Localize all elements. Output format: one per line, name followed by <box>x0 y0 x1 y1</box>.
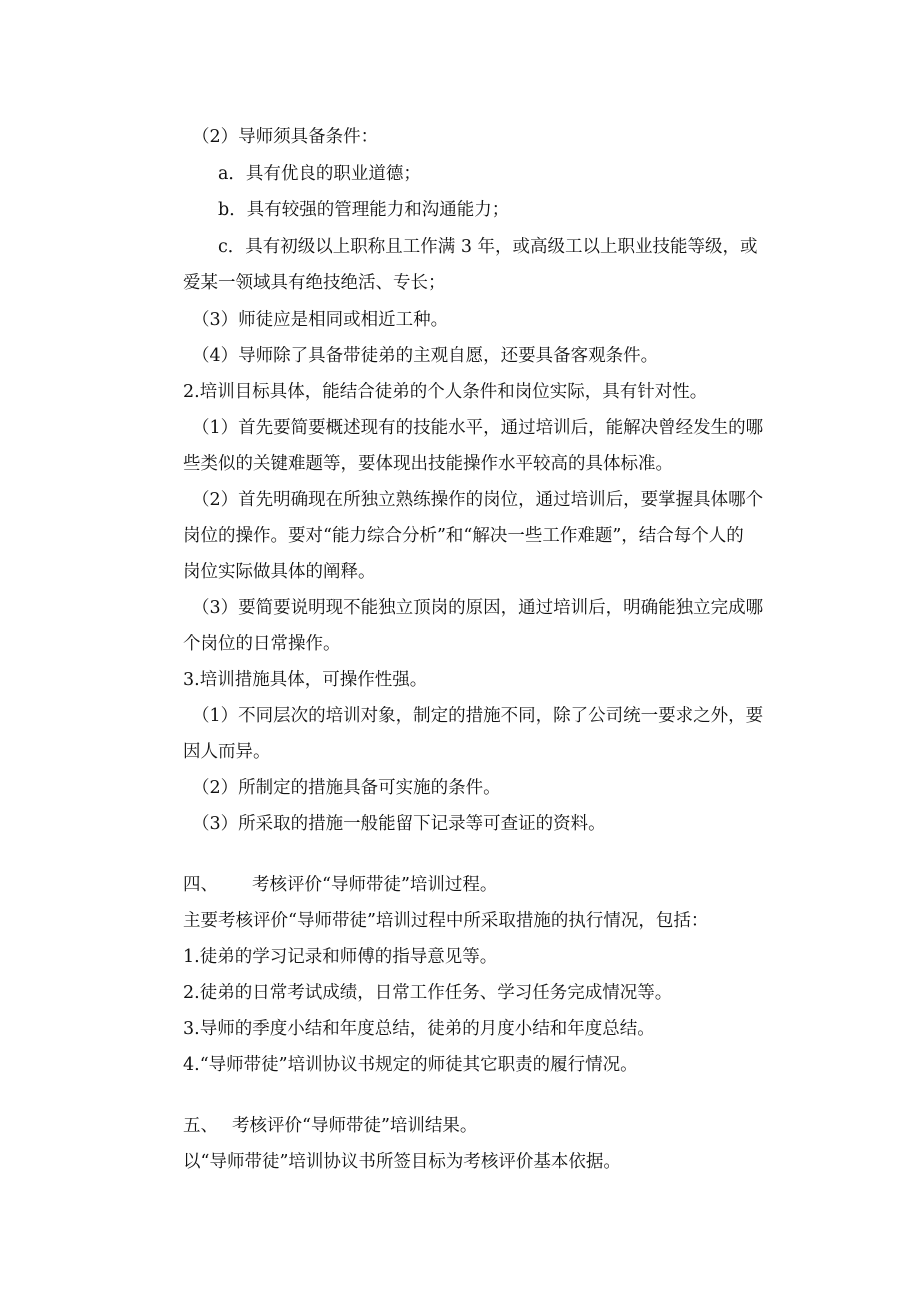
condition-c-line1: c．具有初级以上职称且工作满 3 年，或高级工以上职业技能等级，或 <box>218 237 758 257</box>
measures-p3: （3）所采取的措施一般能留下记录等可查证的资料。 <box>192 814 606 834</box>
measures-p1-line2: 因人而异。 <box>183 742 271 762</box>
section5-intro: 以“导师带徒”培训协议书所签目标为考核评价基本依据。 <box>183 1152 621 1172</box>
goals-p2-line3: 岗位实际做具体的阐释。 <box>183 562 376 582</box>
condition-a: a．具有优良的职业道德； <box>218 164 421 184</box>
condition-c-line2: 爱某一领域具有绝技绝活、专长； <box>183 273 446 293</box>
goals-heading: 2.培训目标具体，能结合徒弟的个人条件和岗位实际，具有针对性。 <box>183 382 708 402</box>
section4-item-1: 1.徒弟的学习记录和师傅的指导意见等。 <box>183 947 498 967</box>
conditions-item-3: （3）师徒应是相同或相近工种。 <box>192 310 449 330</box>
section4-item-3: 3.导师的季度小结和年度总结，徒弟的月度小结和年度总结。 <box>183 1019 655 1039</box>
section4-intro: 主要考核评价“导师带徒”培训过程中所采取措施的执行情况，包括： <box>183 911 709 931</box>
section4-item-4: 4.“导师带徒”培训协议书规定的师徒其它职责的履行情况。 <box>183 1055 638 1075</box>
goals-p2-line1: （2）首先明确现在所独立熟练操作的岗位，通过培训后，要掌握具体哪个 <box>192 490 764 510</box>
section4-heading <box>183 874 497 896</box>
section5-heading <box>183 1115 477 1137</box>
section4-number: 四、 <box>183 875 218 895</box>
section5-title: 考核评价“导师带徒”培训结果。 <box>232 1116 478 1136</box>
section4-title: 考核评价“导师带徒”培训过程。 <box>252 875 498 895</box>
measures-p1-line1: （1）不同层次的培训对象，制定的措施不同，除了公司统一要求之外，要 <box>192 706 764 726</box>
conditions-item-4: （4）导师除了具备带徒弟的主观自愿，还要具备客观条件。 <box>192 346 659 366</box>
measures-p2: （2）所制定的措施具备可实施的条件。 <box>192 778 501 798</box>
measures-heading: 3.培训措施具体，可操作性强。 <box>183 670 428 690</box>
goals-p3-line2: 个岗位的日常操作。 <box>183 634 341 654</box>
section5-number: 五、 <box>183 1116 218 1136</box>
conditions-heading: （2）导师须具备条件： <box>192 127 379 147</box>
goals-p1-line1: （1）首先要简要概述现有的技能水平，通过培训后，能解决曾经发生的哪 <box>192 418 764 438</box>
condition-b: b．具有较强的管理能力和沟通能力； <box>218 200 510 220</box>
goals-p3-line1: （3）要简要说明现不能独立顶岗的原因，通过培训后，明确能独立完成哪 <box>192 598 764 618</box>
section4-item-2: 2.徒弟的日常考试成绩，日常工作任务、学习任务完成情况等。 <box>183 983 673 1003</box>
goals-p2-line2: 岗位的操作。要对“能力综合分析”和“解决一些工作难题”，结合每个人的 <box>183 526 744 546</box>
goals-p1-line2: 些类似的关键难题等，要体现出技能操作水平较高的具体标准。 <box>183 454 673 474</box>
